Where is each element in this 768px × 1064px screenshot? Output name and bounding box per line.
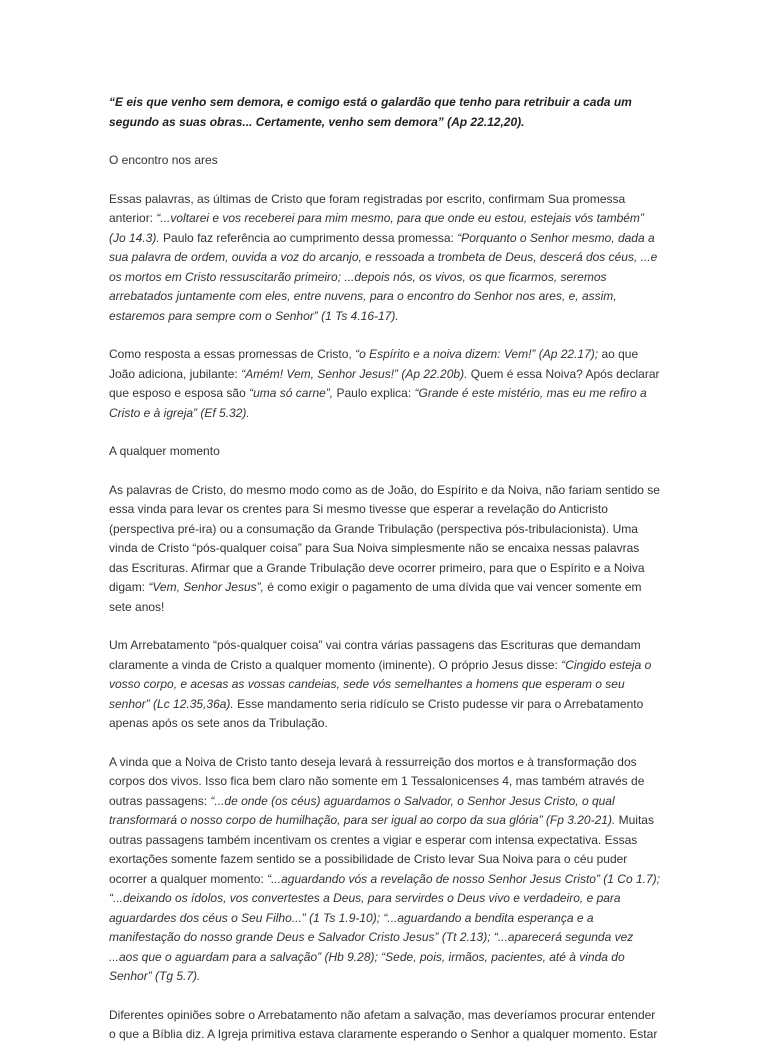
scripture-quote: “Cingido esteja o vosso corpo, e acesas as vossas candeias, sede vós semelhantes a homens que esperam o seu senhor” (Lc 12.35,36a). [109,657,652,711]
body-text: As palavras de Cristo, do mesmo modo como as de João, do Espírito e da Noiva, não fariam sentido se essa vinda para levar os crentes para Si mesmo tivesse que esperar a revelação do Anticristo (perspectiva pré-ira) ou a consumação da Grande Tribulação (perspectiva pós-tribulacionista). Uma vinda de Cristo “pós-qualquer coisa” para Sua Noiva simplesmente não se encaixa nessas palavras das Escrituras. Afirmar que a Grande Tribulação deve ocorrer primeiro, para que o Espírito e a Noiva digam: [109,482,660,594]
body-text: é como exigir o pagamento de uma dívida que vai vencer somente em sete anos! [109,580,642,614]
scripture-quote: “...aguardando vós a revelação de nosso Senhor Jesus Cristo” (1 Co 1.7); “...deixando os ídolos, vos convertestes a Deus, para servirdes o Deus vivo e verdadeiro, e para aguardardes dos céus o Seu Filho...” (1 Ts 1.9-10); “...aguardando a bendita esperança e a manifestação do nosso grande Deus e Salvador Cristo Jesus” (Tt 2.13); “...aparecerá segunda vez ...aos que o aguardam para a salvação” (Hb 9.28); “Sede, pois, irmãos, pacientes, até à vinda do Senhor” (Tg 5.7). [109,871,660,983]
body-text: Muitas outras passagens também incentivam os crentes a vigiar e esperar com intensa expectativa. Essas exortações somente fazem sentido se a possibilidade de Cristo levar Sua Noiva para o céu puder ocorrer a qualquer momento: [109,813,654,886]
body-text: Diferentes opiniões sobre o Arrebatamento não afetam a salvação, mas deveríamos procurar entender o que a Bíblia diz. A Igreja primitiva estava claramente esperando o Senhor a qualquer momento. Estar [109,1007,658,1041]
body-text: A vinda que a Noiva de Cristo tanto deseja levará à ressurreição dos mortos e à transformação dos corpos dos vivos. Isso fica bem claro não somente em 1 Tessalonicenses 4, mas também através de outras passagens: [109,754,645,808]
section-heading-encontro: O encontro nos ares [109,153,218,167]
scripture-quote: “uma só carne”, [249,386,334,400]
body-text: Um Arrebatamento “pós-qualquer coisa” vai contra várias passagens das Escrituras que demandam claramente a vinda de Cristo a qualquer momento (iminente). O próprio Jesus disse: [109,638,641,672]
paragraph [109,1006,661,1045]
body-text: Paulo faz referência ao cumprimento dessa promessa: [159,230,458,245]
scripture-quote: “Amém! Vem, Senhor Jesus!” (Ap 22.20b). [241,366,468,381]
body-text: Essas palavras, as últimas de Cristo que foram registradas por escrito, confirmam Sua promessa anterior: [109,191,626,225]
scripture-quote: “...voltarei e vos receberei para mim mesmo, para que onde eu estou, estejais vós também” (Jo 14.3). [109,211,644,245]
epigraph-quote: “E eis que venho sem demora, e comigo está o galardão que tenho para retribuir a cada um segundo as suas obras... Certamente, venho sem demora” (Ap 22.12,20). [109,95,632,129]
paragraph [109,345,661,423]
scripture-quote: “Vem, Senhor Jesus”, [148,580,264,594]
paragraph [109,753,661,987]
section-heading-qualquer-momento: A qualquer momento [109,444,220,458]
scripture-quote: “o Espírito e a noiva dizem: Vem!” (Ap 22.17); [355,347,599,361]
document-page [109,93,661,1064]
body-text: Como resposta a essas promessas de Cristo, [109,347,356,361]
paragraph [109,190,661,327]
scripture-quote: “Porquanto o Senhor mesmo, dada a sua palavra de ordem, ouvida a voz do arcanjo, e ressoada a trombeta de Deus, descerá dos céus, ...e os mortos em Cristo ressuscitarão primeiro; ...depois nós, os vivos, os que ficarmos, seremos arrebatados juntamente com eles, entre nuvens, para o encontro do Senhor nos ares, e, assim, estaremos para sempre com o Senhor” (1 Ts 4.16-17). [109,230,658,323]
body-text: ao que João adiciona, jubilante: [109,347,639,381]
body-text: Paulo explica: [333,386,415,400]
body-text: Quem é essa Noiva? Após declarar que esposo e esposa são [109,366,660,400]
body-text: Esse mandamento seria ridículo se Cristo pudesse vir para o Arrebatamento apenas após os sete anos da Tribulação. [109,696,644,730]
scripture-quote: “...de onde (os céus) aguardamos o Salvador, o Senhor Jesus Cristo, o qual transformará o nosso corpo de humilhação, para ser igual ao corpo da sua glória” (Fp 3.20-21). [109,793,616,827]
paragraph [109,636,661,734]
scripture-quote: “Grande é este mistério, mas eu me refiro a Cristo e à igreja” (Ef 5.32). [109,386,647,420]
paragraph [109,481,661,618]
